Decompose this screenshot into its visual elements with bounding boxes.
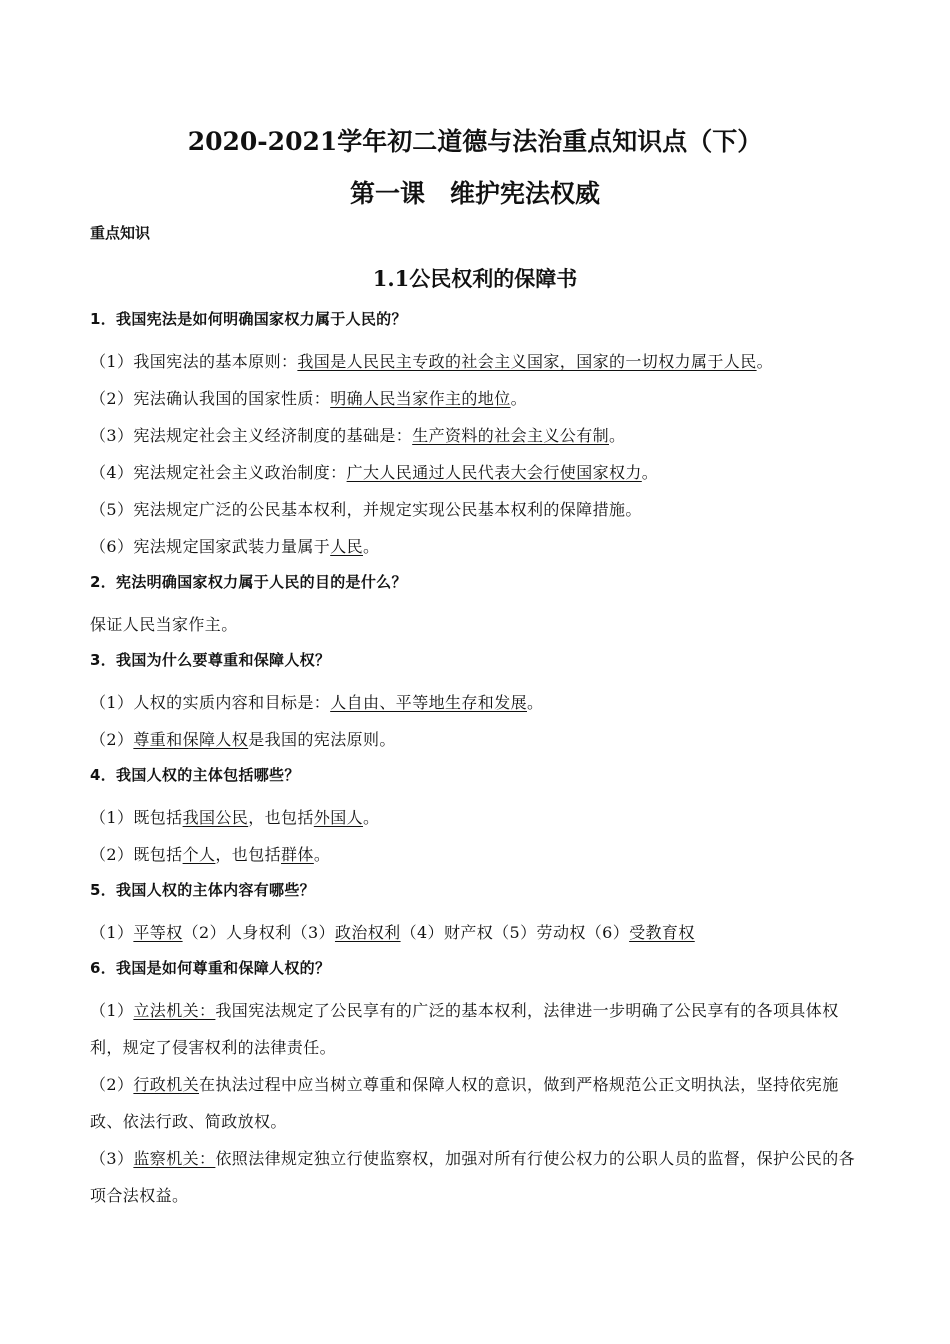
lesson-title: 第一课 维护宪法权威 xyxy=(349,179,600,208)
question-6: 6．我国是如何尊重和保障人权的？ xyxy=(90,959,331,977)
answer-2: 保证人民当家作主。 xyxy=(90,615,238,634)
answer-3-1: （1）人权的实质内容和目标是：人自由、平等地生存和发展。 xyxy=(90,693,544,712)
answer-5: （1）平等权（2）人身权利（3）政治权利（4）财产权（5）劳动权（6）受教育权 xyxy=(90,923,695,942)
answer-6-3: （3）监察机关：依照法律规定独立行使监察权，加强对所有行使公权力的公职人员的监督，保护公民的各项合法权益。 xyxy=(90,1149,856,1205)
answer-1-2: （2）宪法确认我国的国家性质：明确人民当家作主的地位。 xyxy=(90,389,527,408)
question-2: 2．宪法明确国家权力属于人民的目的是什么？ xyxy=(90,573,407,591)
answer-1-1: （1）我国宪法的基本原则：我国是人民民主专政的社会主义国家，国家的一切权力属于人民。 xyxy=(90,352,773,371)
document-body xyxy=(90,306,862,1214)
answer-1-6: （6）宪法规定国家武装力量属于人民。 xyxy=(90,537,380,556)
answer-1-3: （3）宪法规定社会主义经济制度的基础是：生产资料的社会主义公有制。 xyxy=(90,426,626,445)
answer-4-2: （2）既包括个人，也包括群体。 xyxy=(90,845,331,864)
question-4: 4．我国人权的主体包括哪些？ xyxy=(90,766,300,784)
answer-1-4: （4）宪法规定社会主义政治制度：广大人民通过人民代表大会行使国家权力。 xyxy=(90,463,659,482)
document-title: 2020-2021学年初二道德与法治重点知识点（下） xyxy=(187,127,763,156)
question-5: 5．我国人权的主体内容有哪些？ xyxy=(90,881,315,899)
answer-6-1: （1）立法机关：我国宪法规定了公民享有的广泛的基本权利，法律进一步明确了公民享有的各项具体权利，规定了侵害权利的法律责任。 xyxy=(90,1001,839,1057)
section-title: 1.1公民权利的保障书 xyxy=(372,266,578,291)
answer-4-1: （1）既包括我国公民，也包括外国人。 xyxy=(90,808,380,827)
answer-3-2: （2）尊重和保障人权是我国的宪法原则。 xyxy=(90,730,396,749)
answer-1-5: （5）宪法规定广泛的公民基本权利，并规定实现公民基本权利的保障措施。 xyxy=(90,500,642,519)
key-knowledge-label: 重点知识 xyxy=(90,224,151,242)
answer-6-2: （2）行政机关在执法过程中应当树立尊重和保障人权的意识，做到严格规范公正文明执法，坚持依宪施政、依法行政、简政放权。 xyxy=(90,1075,839,1131)
question-1: 1．我国宪法是如何明确国家权力属于人民的？ xyxy=(90,310,407,328)
question-3: 3．我国为什么要尊重和保障人权？ xyxy=(90,651,331,669)
